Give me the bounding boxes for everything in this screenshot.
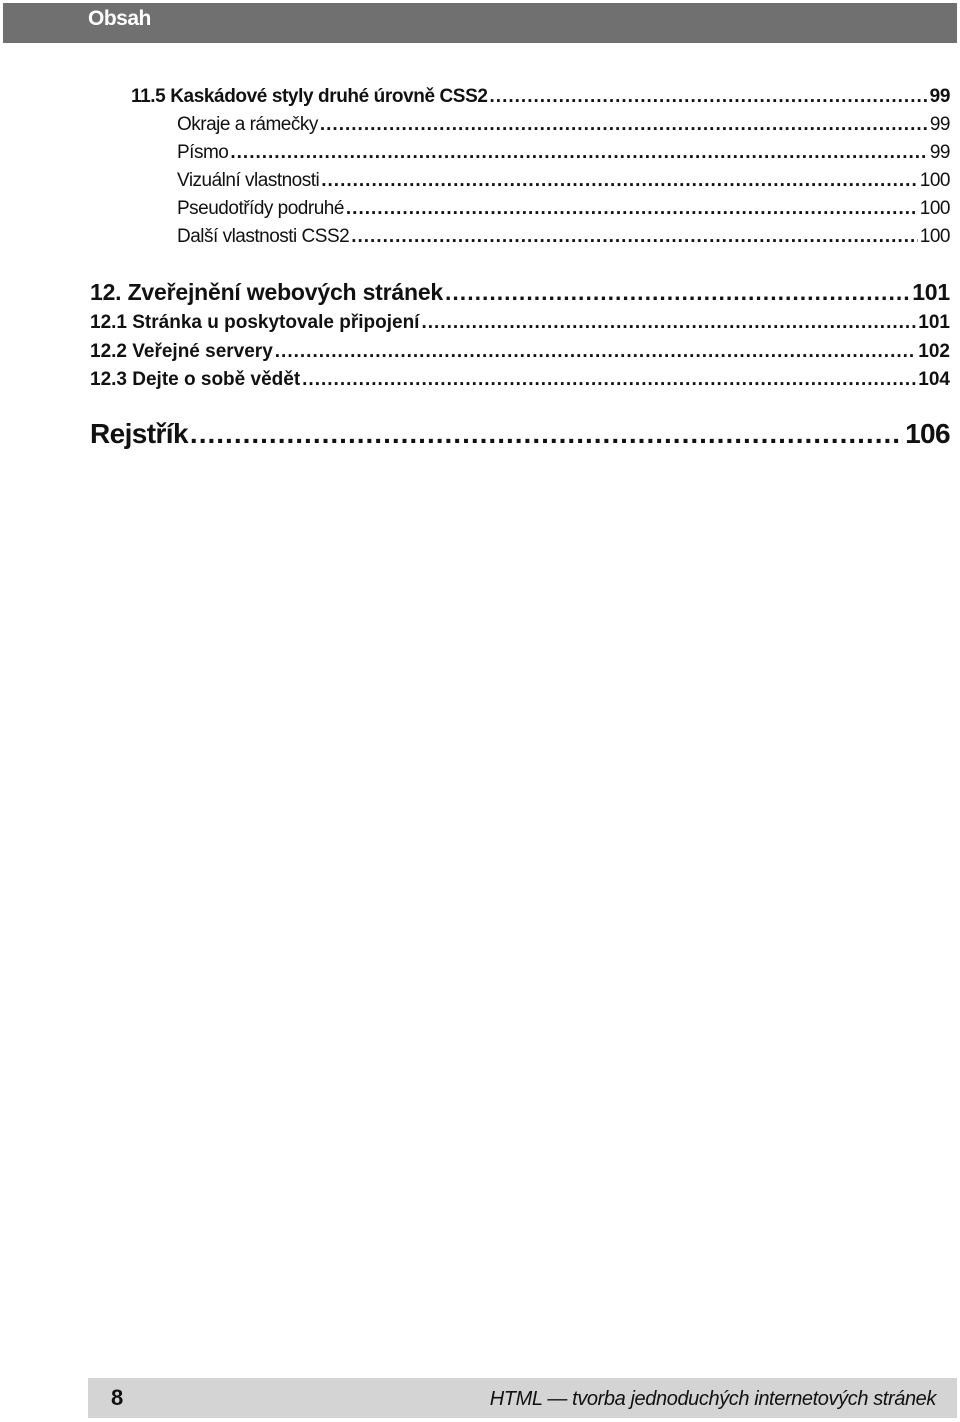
toc-entry-title: 11.5 Kaskádové styly druhé úrovně CSS2 xyxy=(131,86,488,107)
toc-leader-dots xyxy=(321,170,918,192)
toc-leader-dots xyxy=(190,418,903,450)
toc-entry[interactable] xyxy=(177,114,950,136)
toc-entry-page: 99 xyxy=(929,142,950,163)
footer-book-title: HTML — tvorba jednoduchých internetových stránek xyxy=(489,1388,936,1410)
toc-entry-page: 100 xyxy=(919,198,950,219)
toc-entry-page: 100 xyxy=(919,170,950,191)
toc-entry-title: Rejstřík xyxy=(90,418,188,449)
toc-entry-title: Vizuální vlastnosti xyxy=(177,170,320,191)
toc-entry-page: 104 xyxy=(918,369,950,390)
toc-entry[interactable] xyxy=(177,170,950,192)
toc-chapter-entry[interactable] xyxy=(90,279,950,306)
toc-entry-title: 12.1 Stránka u poskytovale připojení xyxy=(90,312,420,333)
toc-entry[interactable] xyxy=(177,198,950,220)
toc-entry-title: 12.2 Veřejné servery xyxy=(90,341,273,362)
toc-leader-dots xyxy=(275,341,917,363)
toc-entry-title: 12.3 Dejte o sobě vědět xyxy=(90,369,301,390)
page-title: Obsah xyxy=(88,7,151,30)
toc-entry-title: Pseudotřídy podruhé xyxy=(177,198,344,219)
toc-entry-title: Písmo xyxy=(177,142,229,163)
toc-leader-dots xyxy=(421,312,916,334)
toc-entry[interactable] xyxy=(177,226,950,248)
toc-index-entry[interactable] xyxy=(90,418,950,450)
toc-leader-dots xyxy=(230,142,928,164)
toc-leader-dots xyxy=(320,114,928,136)
toc-leader-dots xyxy=(445,279,910,306)
toc-entry-title: Další vlastnosti CSS2 xyxy=(177,226,350,247)
toc-entry-page: 106 xyxy=(905,418,950,449)
toc-leader-dots xyxy=(490,86,928,108)
toc-entry-page: 100 xyxy=(919,226,950,247)
toc-entry[interactable] xyxy=(90,312,950,334)
toc-entry[interactable] xyxy=(177,142,950,164)
toc-entry-page: 99 xyxy=(929,86,950,107)
toc-leader-dots xyxy=(302,369,916,391)
toc-entry-page: 101 xyxy=(912,279,950,305)
toc-entry-page: 101 xyxy=(918,312,950,333)
toc-entry-title: Okraje a rámečky xyxy=(177,114,318,135)
toc-leader-dots xyxy=(346,198,918,220)
toc-entry-page: 99 xyxy=(929,114,950,135)
toc-entry[interactable] xyxy=(131,86,950,108)
toc-entry[interactable] xyxy=(90,369,950,391)
footer-page-number: 8 xyxy=(111,1385,124,1410)
toc-entry[interactable] xyxy=(90,341,950,363)
toc-leader-dots xyxy=(351,226,918,248)
toc-entry-title: 12. Zveřejnění webových stránek xyxy=(90,279,444,305)
toc-entry-page: 102 xyxy=(918,341,950,362)
